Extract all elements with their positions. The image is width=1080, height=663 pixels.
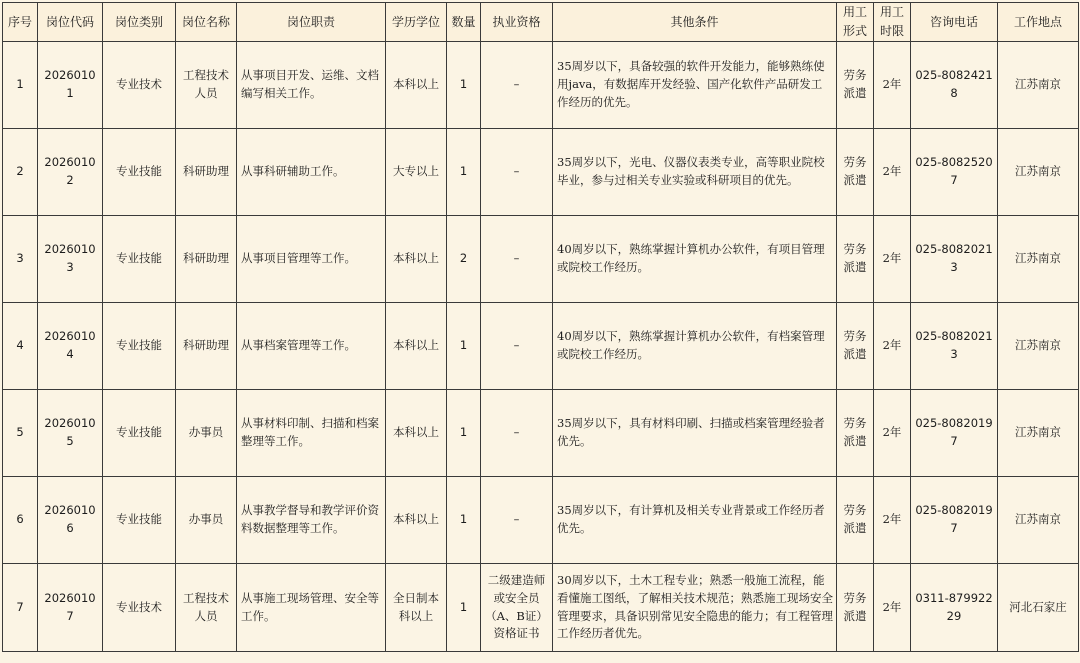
table-row: [3, 129, 1079, 216]
cell-duty: 从事档案管理等工作。: [237, 303, 386, 390]
cell-location: 江苏南京: [998, 303, 1079, 390]
cell-location: 江苏南京: [998, 42, 1079, 129]
header-license: 执业资格: [481, 3, 553, 42]
header-duty: 岗位职责: [237, 3, 386, 42]
header-phone: 咨询电话: [911, 3, 998, 42]
cell-other: 35周岁以下，光电、仪器仪表类专业，高等职业院校毕业，参与过相关专业实验或科研项目的优先。: [553, 129, 837, 216]
cell-form: 劳务派遣: [837, 303, 874, 390]
recruitment-table: [2, 2, 1079, 652]
cell-code: 20260107: [38, 564, 103, 652]
cell-name: 科研助理: [176, 303, 237, 390]
cell-term: 2年: [874, 216, 911, 303]
cell-phone: 025-80820213: [911, 303, 998, 390]
cell-duty: 从事科研辅助工作。: [237, 129, 386, 216]
cell-phone: 025-80820213: [911, 216, 998, 303]
cell-license: –: [481, 42, 553, 129]
cell-category: 专业技术: [103, 42, 176, 129]
cell-edu: 大专以上: [386, 129, 447, 216]
cell-edu: 本科以上: [386, 42, 447, 129]
header-row: [3, 3, 1079, 42]
header-name: 岗位名称: [176, 3, 237, 42]
cell-other: 40周岁以下，熟练掌握计算机办公软件，有项目管理或院校工作经历。: [553, 216, 837, 303]
cell-duty: 从事施工现场管理、安全等工作。: [237, 564, 386, 652]
cell-phone: 025-80824218: [911, 42, 998, 129]
cell-license: –: [481, 390, 553, 477]
cell-count: 2: [447, 216, 481, 303]
cell-term: 2年: [874, 477, 911, 564]
cell-license: –: [481, 477, 553, 564]
header-code: 岗位代码: [38, 3, 103, 42]
cell-count: 1: [447, 564, 481, 652]
table-row: [3, 216, 1079, 303]
cell-edu: 本科以上: [386, 390, 447, 477]
cell-location: 江苏南京: [998, 216, 1079, 303]
cell-license: –: [481, 216, 553, 303]
cell-seq: 5: [3, 390, 38, 477]
cell-license: –: [481, 303, 553, 390]
cell-duty: 从事教学督导和教学评价资料数据整理等工作。: [237, 477, 386, 564]
cell-other: 35周岁以下，具备较强的软件开发能力，能够熟练使用java，有数据库开发经验、国产化软件产品研发工作经历的优先。: [553, 42, 837, 129]
cell-location: 江苏南京: [998, 390, 1079, 477]
cell-category: 专业技能: [103, 477, 176, 564]
cell-code: 20260105: [38, 390, 103, 477]
cell-count: 1: [447, 477, 481, 564]
cell-code: 20260103: [38, 216, 103, 303]
cell-form: 劳务派遣: [837, 477, 874, 564]
cell-duty: 从事项目管理等工作。: [237, 216, 386, 303]
cell-category: 专业技能: [103, 129, 176, 216]
table-row: [3, 303, 1079, 390]
cell-name: 办事员: [176, 390, 237, 477]
cell-phone: 025-80825207: [911, 129, 998, 216]
cell-seq: 2: [3, 129, 38, 216]
cell-code: 20260106: [38, 477, 103, 564]
header-seq: 序号: [3, 3, 38, 42]
table-row: [3, 477, 1079, 564]
table-row: [3, 42, 1079, 129]
cell-license: –: [481, 129, 553, 216]
cell-other: 35周岁以下，具有材料印刷、扫描或档案管理经验者优先。: [553, 390, 837, 477]
cell-location: 河北石家庄: [998, 564, 1079, 652]
cell-form: 劳务派遣: [837, 42, 874, 129]
cell-name: 科研助理: [176, 129, 237, 216]
cell-code: 20260101: [38, 42, 103, 129]
cell-code: 20260104: [38, 303, 103, 390]
cell-location: 江苏南京: [998, 129, 1079, 216]
cell-count: 1: [447, 129, 481, 216]
cell-phone: 025-80820197: [911, 390, 998, 477]
cell-code: 20260102: [38, 129, 103, 216]
table-row: [3, 390, 1079, 477]
header-location: 工作地点: [998, 3, 1079, 42]
cell-seq: 1: [3, 42, 38, 129]
cell-name: 工程技术人员: [176, 564, 237, 652]
cell-seq: 3: [3, 216, 38, 303]
header-edu: 学历学位: [386, 3, 447, 42]
cell-duty: 从事项目开发、运维、文档编写相关工作。: [237, 42, 386, 129]
cell-form: 劳务派遣: [837, 216, 874, 303]
cell-form: 劳务派遣: [837, 390, 874, 477]
header-term: 用工时限: [874, 3, 911, 42]
header-form: 用工形式: [837, 3, 874, 42]
cell-term: 2年: [874, 390, 911, 477]
cell-seq: 6: [3, 477, 38, 564]
cell-category: 专业技能: [103, 216, 176, 303]
cell-count: 1: [447, 42, 481, 129]
cell-other: 35周岁以下，有计算机及相关专业背景或工作经历者优先。: [553, 477, 837, 564]
cell-count: 1: [447, 303, 481, 390]
cell-term: 2年: [874, 42, 911, 129]
cell-edu: 本科以上: [386, 216, 447, 303]
header-count: 数量: [447, 3, 481, 42]
cell-location: 江苏南京: [998, 477, 1079, 564]
cell-name: 办事员: [176, 477, 237, 564]
cell-seq: 7: [3, 564, 38, 652]
cell-category: 专业技术: [103, 564, 176, 652]
cell-edu: 全日制本科以上: [386, 564, 447, 652]
cell-license: 二级建造师或安全员（A、B证）资格证书: [481, 564, 553, 652]
cell-other: 30周岁以下，土木工程专业；熟悉一般施工流程，能看懂施工图纸，了解相关技术规范；熟悉施工现场安全管理要求，具备识别常见安全隐患的能力；有工程管理工作经历者优先。: [553, 564, 837, 652]
cell-duty: 从事材料印制、扫描和档案整理等工作。: [237, 390, 386, 477]
cell-phone: 0311-87992229: [911, 564, 998, 652]
cell-phone: 025-80820197: [911, 477, 998, 564]
cell-seq: 4: [3, 303, 38, 390]
cell-name: 科研助理: [176, 216, 237, 303]
cell-count: 1: [447, 390, 481, 477]
cell-edu: 本科以上: [386, 477, 447, 564]
cell-term: 2年: [874, 564, 911, 652]
cell-category: 专业技能: [103, 390, 176, 477]
cell-term: 2年: [874, 303, 911, 390]
table-row: [3, 564, 1079, 652]
cell-form: 劳务派遣: [837, 129, 874, 216]
header-category: 岗位类别: [103, 3, 176, 42]
cell-edu: 本科以上: [386, 303, 447, 390]
cell-other: 40周岁以下，熟练掌握计算机办公软件，有档案管理或院校工作经历。: [553, 303, 837, 390]
header-other: 其他条件: [553, 3, 837, 42]
cell-term: 2年: [874, 129, 911, 216]
cell-name: 工程技术人员: [176, 42, 237, 129]
cell-form: 劳务派遣: [837, 564, 874, 652]
cell-category: 专业技能: [103, 303, 176, 390]
